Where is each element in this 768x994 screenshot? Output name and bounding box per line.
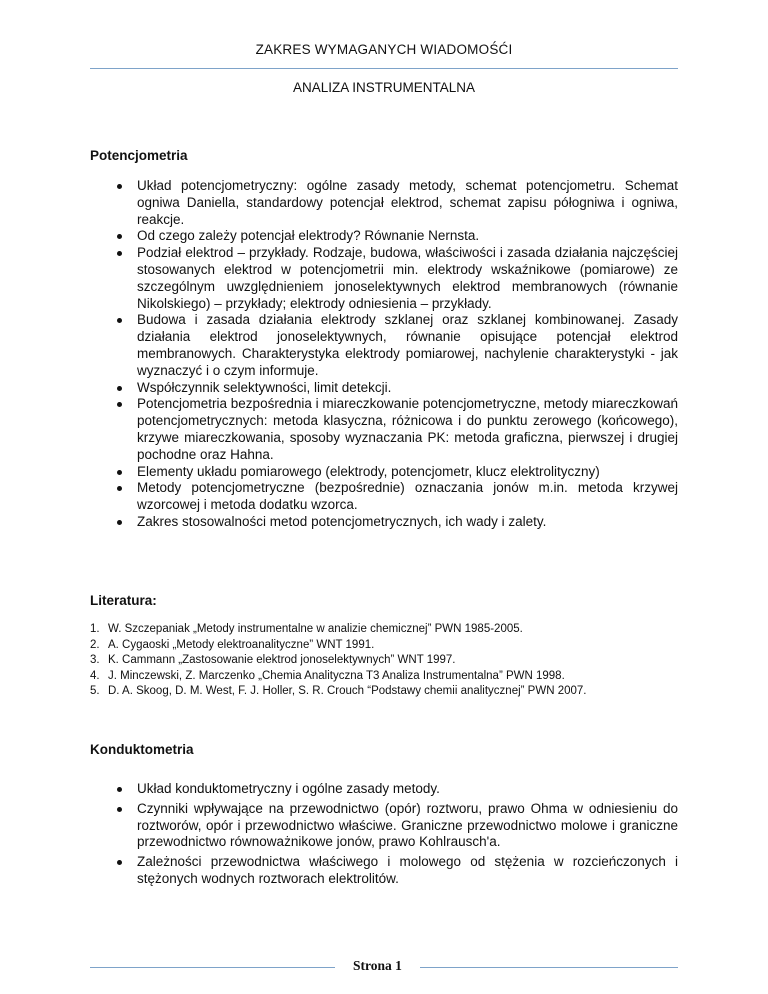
potencjometria-list [90, 178, 678, 531]
page-number: Strona 1 [353, 958, 402, 973]
list-number: 1. [90, 623, 100, 635]
list-item: Zależności przewodnictwa właściwego i molowego od stężenia w rozcieńczonych i stężonych wodnych roztworach elektrolitów. [90, 854, 678, 888]
footer-divider-left [90, 967, 335, 968]
list-item [90, 669, 678, 685]
reference-text: J. Minczewski, Z. Marczenko „Chemia Analityczna T3 Analiza Instrumentalna” PWN 1998. [108, 669, 565, 682]
list-number: 5. [90, 685, 100, 697]
list-item: Współczynnik selektywności, limit detekcji. [90, 380, 678, 397]
reference-text: A. Cygaoski „Metody elektroanalityczne” WNT 1991. [108, 638, 375, 651]
list-item: Układ potencjometryczny: ogólne zasady metody, schemat potencjometru. Schemat ogniwa Daniella, standardowy potencjał elektrod, schemat zapisu półogniwa i ogniwa, reakcje. [90, 178, 678, 228]
list-number: 3. [90, 654, 100, 666]
section-heading-literatura: Literatura: [90, 593, 157, 608]
list-item: Budowa i zasada działania elektrody szklanej oraz szklanej kombinowanej. Zasady działania elektrod jonoselektywnych, równanie opisujące potencjał elektrod membranowych. Charakterystyka elektrody pomiarowej, nachylenie charakterystyki - jak wyznaczyć i o czym informuje. [90, 312, 678, 379]
konduktometria-list [90, 781, 678, 891]
reference-text: D. A. Skoog, D. M. West, F. J. Holler, S. R. Crouch “Podstawy chemii analitycznej” PWN 2007. [108, 685, 587, 697]
list-item: Od czego zależy potencjał elektrody? Równanie Nernsta. [90, 228, 678, 245]
list-item: Podział elektrod – przykłady. Rodzaje, budowa, właściwości i zasada działania najczęściej stosowanych elektrod w potencjometrii min. elektrody wskaźnikowe (pomiarowe) ze szczególnym uwzględnieniem jonoselektywnych elektrod membranowych (równanie Nikolskiego) – przykłady; elektrody odniesienia – przykłady. [90, 245, 678, 312]
footer-divider-right [420, 967, 678, 968]
list-item: Czynniki wpływające na przewodnictwo (opór) roztworu, prawo Ohma w odniesieniu do roztworów, opór i przewodnictwo właściwe. Graniczne przewodnictwo molowe i graniczne przewodnictwo równoważnikowe jonów, prawo Kohlrausch'a. [90, 801, 678, 851]
list-item [90, 638, 678, 654]
header-divider [90, 68, 678, 69]
section-heading-potencjometria: Potencjometria [90, 148, 188, 163]
list-item: Potencjometria bezpośrednia i miareczkowanie potencjometryczne, metody miareczkowań potencjometrycznych: metoda klasyczna, różnicowa i do punktu zerowego (końcowego), krzywe miareczkowania, sposoby wyznaczania PK: metoda graficzna, pierwszej i drugiej pochodne oraz Hahna. [90, 396, 678, 463]
document-subtitle: ANALIZA INSTRUMENTALNA [292, 80, 476, 95]
literature-list [90, 622, 678, 700]
document-title: ZAKRES WYMAGANYCH WIADOMOŚĆI [255, 42, 513, 57]
list-item [90, 684, 678, 700]
list-item [90, 653, 678, 669]
section-heading-konduktometria: Konduktometria [90, 742, 194, 757]
list-item: Elementy układu pomiarowego (elektrody, potencjometr, klucz elektrolityczny) [90, 464, 678, 481]
list-item: Zakres stosowalności metod potencjometrycznych, ich wady i zalety. [90, 514, 678, 531]
list-item [90, 622, 678, 638]
list-item: Metody potencjometryczne (bezpośrednie) oznaczania jonów m.in. metoda krzywej wzorcowej i metoda dodatku wzorca. [90, 480, 678, 514]
list-item: Układ konduktometryczny i ogólne zasady metody. [90, 781, 678, 798]
list-number: 4. [90, 669, 100, 682]
reference-text: W. Szczepaniak „Metody instrumentalne w analizie chemicznej” PWN 1985-2005. [108, 623, 523, 635]
reference-text: K. Cammann „Zastosowanie elektrod jonoselektywnych” WNT 1997. [108, 654, 456, 666]
list-number: 2. [90, 638, 100, 651]
